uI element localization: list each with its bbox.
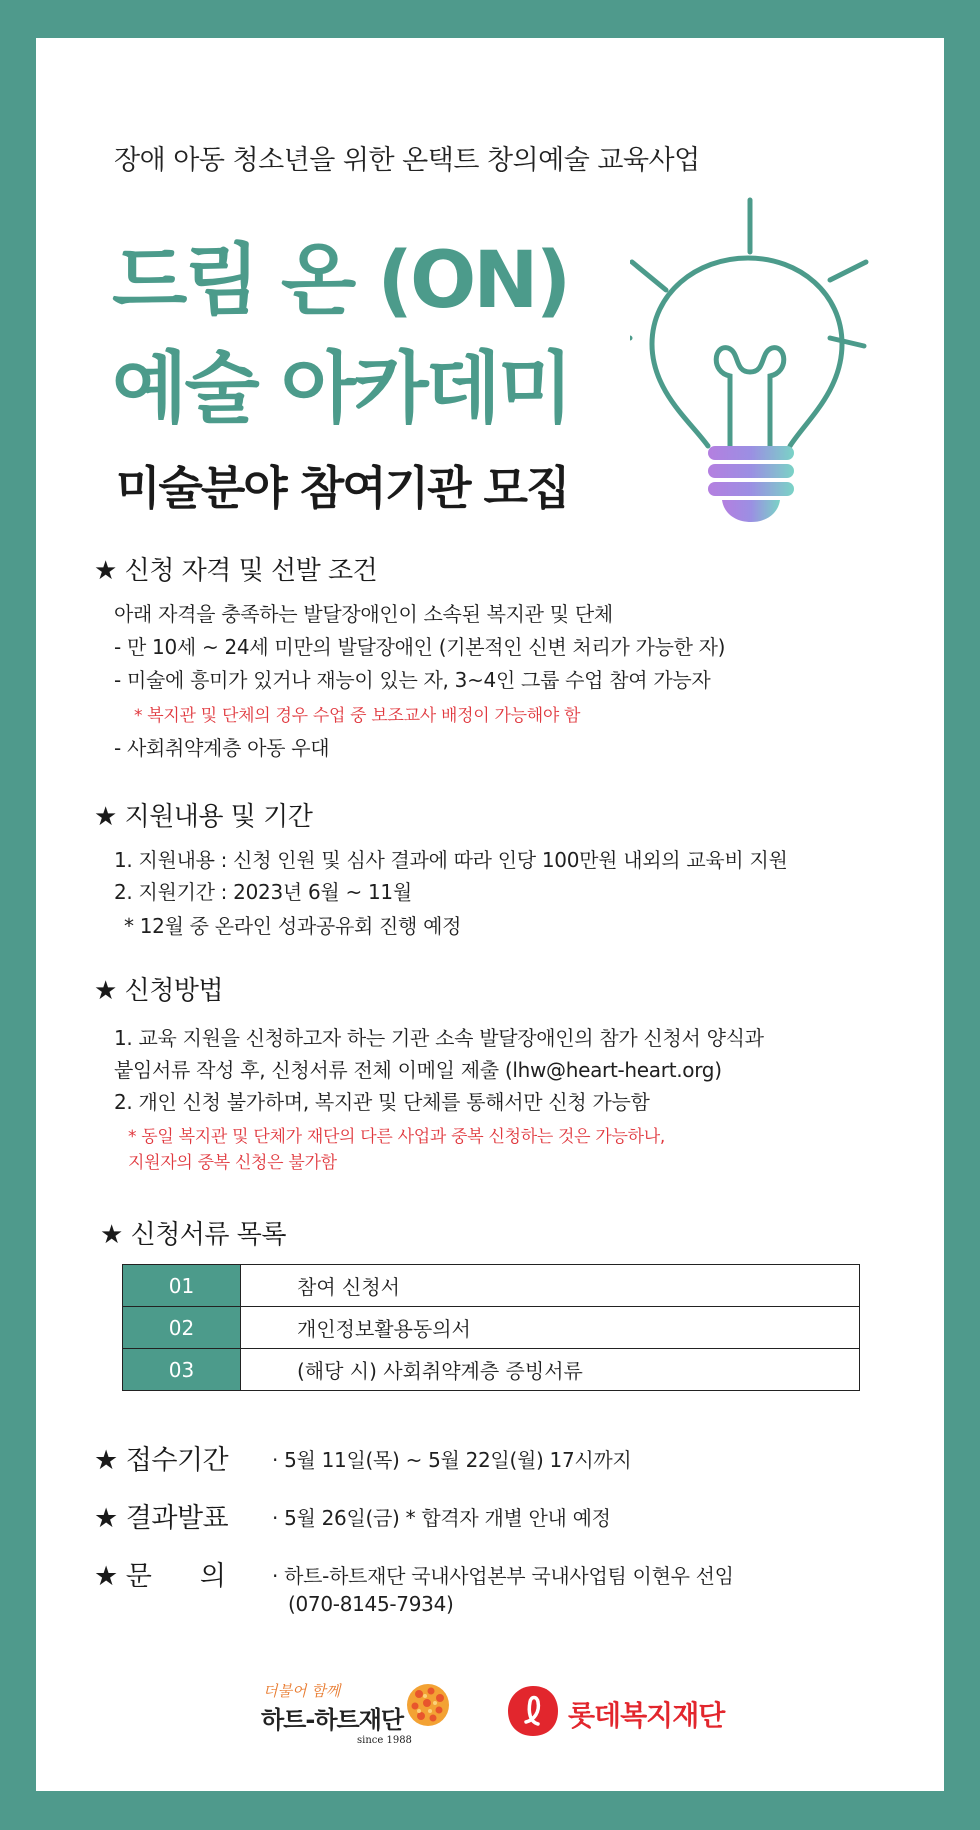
document-number: 03 <box>123 1349 241 1391</box>
document-number: 02 <box>123 1307 241 1349</box>
qualification-line: 아래 자격을 충족하는 발달장애인이 소속된 복지관 및 단체 <box>114 602 613 626</box>
contact-label: ★ 문 의 <box>94 1561 226 1592</box>
logo-since: since 1988 <box>357 1735 412 1746</box>
lotte-symbol-icon <box>506 1684 560 1738</box>
support-line: * 12월 중 온라인 성과공유회 진행 예정 <box>124 914 462 938</box>
qualification-line: - 만 10세 ~ 24세 미만의 발달장애인 (기본적인 신변 처리가 가능한 자) <box>114 635 726 659</box>
qualification-line: - 미술에 흥미가 있거나 재능이 있는 자, 3~4인 그룹 수업 참여 가능자 <box>114 668 711 692</box>
table-row <box>123 1307 860 1349</box>
support-heading: ★ 지원내용 및 기간 <box>94 802 313 832</box>
poster <box>36 38 944 1791</box>
contact-value: · 하트-하트재단 국내사업본부 국내사업팀 이현우 선임 <box>272 1564 734 1588</box>
lotte-logo <box>506 1684 725 1742</box>
qualification-heading: ★ 신청 자격 및 선발 조건 <box>94 556 378 586</box>
lightbulb-icon <box>630 196 870 540</box>
poster-title-line3: 미술분야 참여기관 모집 <box>116 461 569 515</box>
logo-script-text: 더불어 함께 <box>263 1682 341 1700</box>
document-name: 참여 신청서 <box>241 1265 860 1307</box>
poster-title-line1: 드림 온 (ON) <box>112 236 569 326</box>
method-note: 지원자의 중복 신청은 불가함 <box>128 1153 337 1173</box>
method-line: 붙임서류 작성 후, 신청서류 전체 이메일 제출 (lhw@heart-heart.org) <box>114 1058 722 1082</box>
support-line: 1. 지원내용 : 신청 인원 및 심사 결과에 따라 인당 100만원 내외의 교육비 지원 <box>114 848 788 872</box>
support-line: 2. 지원기간 : 2023년 6월 ~ 11월 <box>114 880 412 904</box>
qualification-line: - 사회취약계층 아동 우대 <box>114 736 330 760</box>
contact-phone: (070-8145-7934) <box>288 1592 454 1616</box>
qualification-note: * 복지관 및 단체의 경우 수업 중 보조교사 배정이 가능해야 함 <box>134 706 581 726</box>
poster-title-line2: 예술 아카데미 <box>112 344 571 434</box>
heart-dots-icon <box>405 1682 451 1732</box>
documents-table <box>122 1264 860 1391</box>
document-number: 01 <box>123 1265 241 1307</box>
document-name: 개인정보활용동의서 <box>241 1307 860 1349</box>
lotte-name: 롯데복지재단 <box>568 1699 725 1732</box>
period-label: ★ 접수기간 <box>94 1445 229 1476</box>
result-value: · 5월 26일(금) * 합격자 개별 안내 예정 <box>272 1506 611 1530</box>
period-value: · 5월 11일(목) ~ 5월 22일(월) 17시까지 <box>272 1448 632 1472</box>
method-line: 2. 개인 신청 불가하며, 복지관 및 단체를 통해서만 신청 가능함 <box>114 1090 650 1114</box>
method-note: * 동일 복지관 및 단체가 재단의 다른 사업과 중복 신청하는 것은 가능하나, <box>128 1127 665 1147</box>
method-heading: ★ 신청방법 <box>94 976 224 1006</box>
documents-heading: ★ 신청서류 목록 <box>100 1220 287 1250</box>
logo-name: 하트-하트재단 <box>261 1706 404 1734</box>
table-row <box>123 1349 860 1391</box>
result-label: ★ 결과발표 <box>94 1503 229 1534</box>
heart-heart-logo <box>261 1680 441 1755</box>
poster-subtitle: 장애 아동 청소년을 위한 온택트 창의예술 교육사업 <box>114 145 700 176</box>
method-line: 1. 교육 지원을 신청하고자 하는 기관 소속 발달장애인의 참가 신청서 양식과 <box>114 1026 764 1050</box>
table-row <box>123 1265 860 1307</box>
document-name: (해당 시) 사회취약계층 증빙서류 <box>297 1359 583 1383</box>
